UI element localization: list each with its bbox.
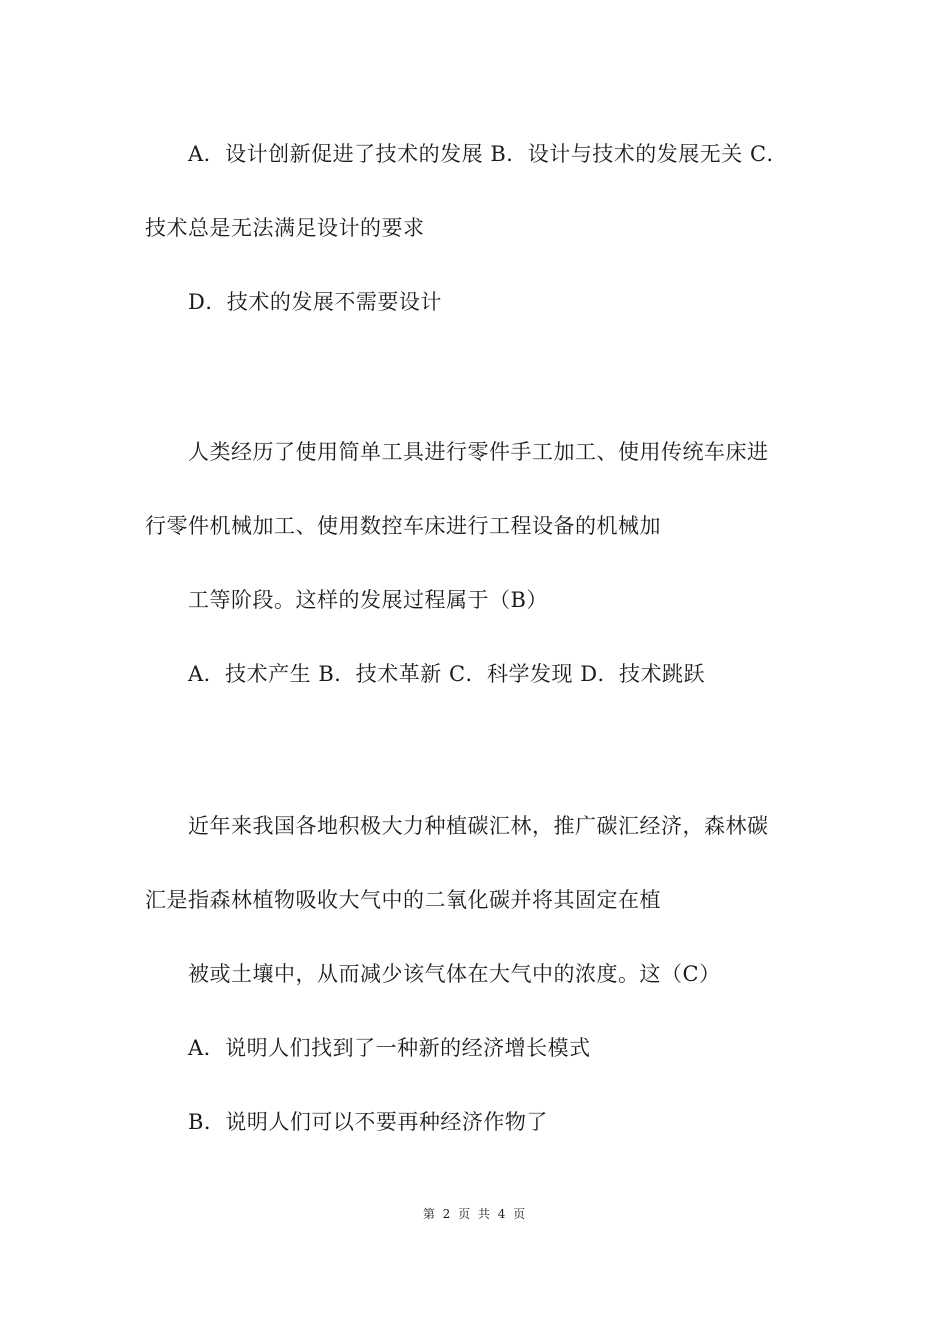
q3-stem-line-3: 被或土壤中，从而减少该气体在大气中的浓度。这（C）: [188, 962, 721, 986]
page-footer: 第 2 页 共 4 页: [422, 1207, 528, 1221]
q2-stem-line-3: 工等阶段。这样的发展过程属于（B）: [188, 588, 548, 612]
q2-stem-line-2: 行零件机械加工、使用数控车床进行工程设备的机械加: [145, 514, 661, 538]
q3-stem-line-2: 汇是指森林植物吸收大气中的二氧化碳并将其固定在植: [145, 888, 661, 912]
q1-options-line-2: 技术总是无法满足设计的要求: [145, 216, 425, 240]
q3-option-a: A．说明人们找到了一种新的经济增长模式: [188, 1036, 591, 1060]
q3-option-b: B．说明人们可以不要再种经济作物了: [188, 1110, 548, 1134]
q3-stem-line-1: 近年来我国各地积极大力种植碳汇林，推广碳汇经济，森林碳: [188, 814, 769, 838]
q1-option-d: D．技术的发展不需要设计: [188, 290, 442, 314]
q2-options: A．技术产生 B．技术革新 C．科学发现 D．技术跳跃: [188, 662, 706, 686]
q1-options-line-1: A．设计创新促进了技术的发展 B．设计与技术的发展无关 C．: [188, 142, 789, 166]
q2-stem-line-1: 人类经历了使用简单工具进行零件手工加工、使用传统车床进: [188, 440, 769, 464]
